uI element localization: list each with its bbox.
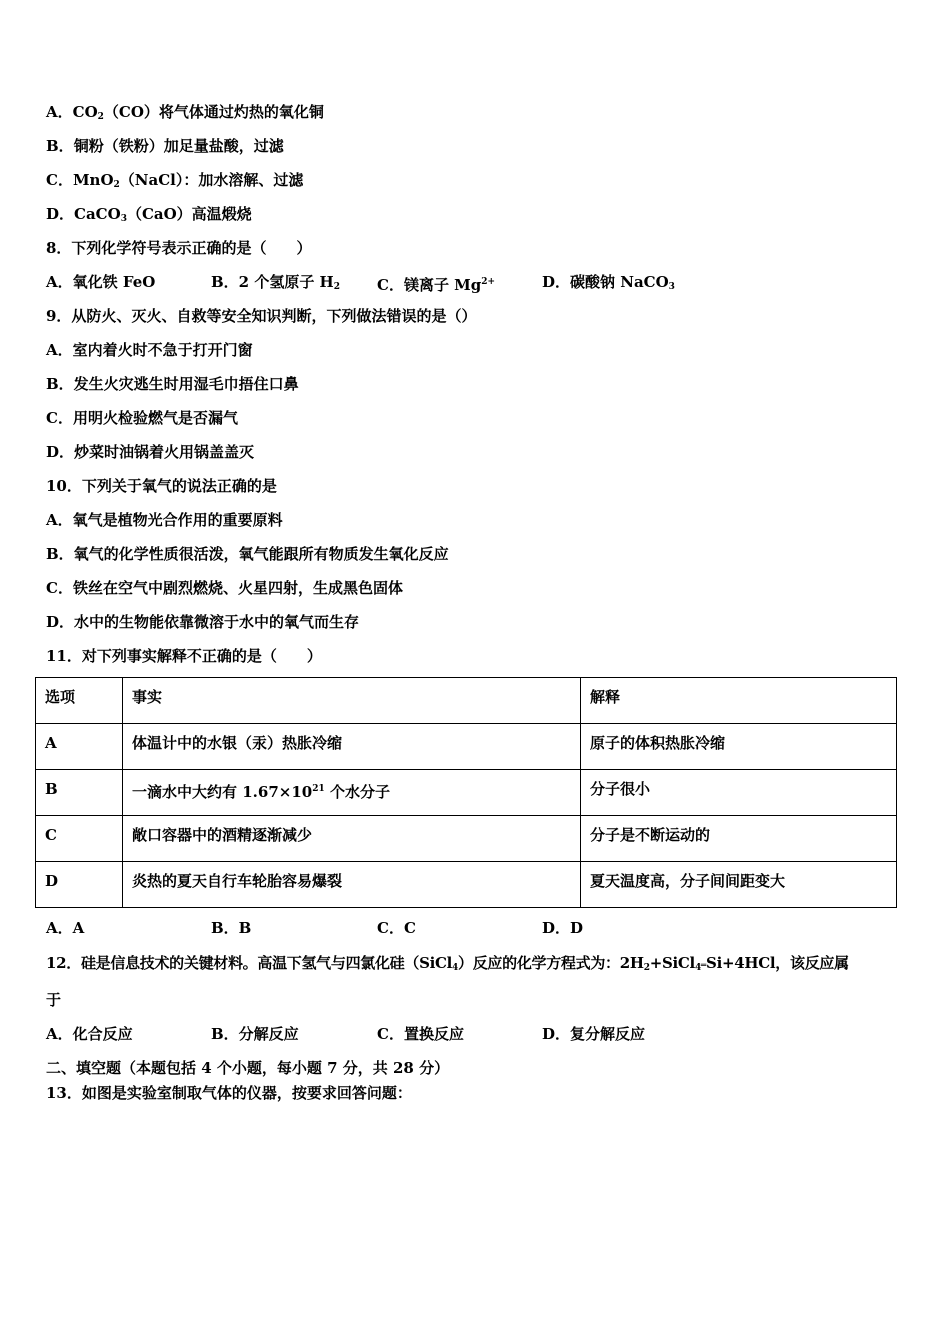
row-fact: 一滴水中大约有 $1.67\times 10^{21}$ 个水分子 <box>123 770 581 816</box>
table-row <box>36 816 897 862</box>
q13-stem: 13．如图是实验室制取气体的仪器，按要求回答问题： <box>46 1084 412 1102</box>
q10-option-a: A．氧气是植物光合作用的重要原料 <box>46 511 283 529</box>
q7-option-c: C．MnO$_2$（NaCl）：加水溶解、过滤 <box>46 171 304 190</box>
q11-option-b: B．B <box>211 919 252 937</box>
q12-options <box>46 1024 906 1044</box>
q9-option-c: C．用明火检验燃气是否漏气 <box>46 409 238 427</box>
q11-table <box>35 677 897 908</box>
row-explanation: 分子是不断运动的 <box>581 816 897 862</box>
q9-stem: 9．从防火、灭火、自救等安全知识判断，下列做法错误的是（） <box>46 307 477 325</box>
q7-option-d: D．CaCO$_3$（CaO）高温煅烧 <box>46 205 252 224</box>
row-option: A <box>36 724 123 770</box>
q9-option-d: D．炒菜时油锅着火用锅盖盖灭 <box>46 443 255 461</box>
table-header-row <box>36 678 897 724</box>
q9-option-b: B．发生火灾逃生时用湿毛巾捂住口鼻 <box>46 375 299 393</box>
row-explanation: 分子很小 <box>581 770 897 816</box>
row-explanation: 原子的体积热胀冷缩 <box>581 724 897 770</box>
row-fact: 炎热的夏天自行车轮胎容易爆裂 <box>123 862 581 908</box>
q12-option-d: D．复分解反应 <box>542 1025 646 1043</box>
q10-option-d: D．水中的生物能依靠微溶于水中的氧气而生存 <box>46 613 360 631</box>
row-option: D <box>36 862 123 908</box>
q11-option-d: D．D <box>542 919 584 937</box>
q8-stem: 8．下列化学符号表示正确的是（ ） <box>46 239 312 257</box>
q11-stem: 11．对下列事实解释不正确的是（ ） <box>46 647 322 665</box>
q7-option-a: A．$CO_2(CO)$将气体通过灼热的氧化铜 <box>46 103 324 122</box>
q12-stem-wrap: 于 <box>46 991 62 1009</box>
q10-option-b: B．氧气的化学性质很活泼，氧气能跟所有物质发生氧化反应 <box>46 545 449 563</box>
header-option: 选项 <box>36 678 123 724</box>
q11-option-c: C．C <box>377 919 416 937</box>
row-option: B <box>36 770 123 816</box>
row-fact: 体温计中的水银（汞）热胀冷缩 <box>123 724 581 770</box>
row-fact: 敞口容器中的酒精逐渐减少 <box>123 816 581 862</box>
q7-option-b: B．铜粉（铁粉）加足量盐酸，过滤 <box>46 137 284 155</box>
table-row <box>36 862 897 908</box>
q8-option-a: A．氧化铁 FeO <box>46 273 156 291</box>
q8-option-c: C．镁离子 $Mg^{2+}$ <box>377 276 496 294</box>
q12-option-b: B．分解反应 <box>211 1025 299 1043</box>
table-row <box>36 770 897 816</box>
q10-option-c: C．铁丝在空气中剧烈燃烧、火星四射，生成黑色固体 <box>46 579 403 597</box>
q8-options <box>46 272 906 292</box>
row-option: C <box>36 816 123 862</box>
header-explanation: 解释 <box>581 678 897 724</box>
q8-option-d: D．碳酸钠 NaCO$_3$ <box>542 273 675 292</box>
row-explanation: 夏天温度高，分子间间距变大 <box>581 862 897 908</box>
equation-sign: ═ <box>700 961 707 971</box>
q11-answer-options <box>46 918 906 938</box>
header-fact: 事实 <box>123 678 581 724</box>
section-heading: 二、填空题（本题包括 4 个小题，每小题 7 分，共 28 分） <box>46 1059 450 1077</box>
q9-option-a: A．室内着火时不急于打开门窗 <box>46 341 253 359</box>
q12-stem: 12．硅是信息技术的关键材料。高温下氢气与四氯化硅（SiCl$_4$）反应的化学方程式为：$2H_2+SiCl_4═Si+4HCl$，该反应属 <box>46 954 849 973</box>
q10-stem: 10．下列关于氧气的说法正确的是 <box>46 477 277 495</box>
table-row <box>36 724 897 770</box>
q11-option-a: A．A <box>46 919 85 937</box>
q8-option-b: B．2 个氢原子 $H_2$ <box>211 273 340 292</box>
q12-option-a: A．化合反应 <box>46 1025 133 1043</box>
q12-option-c: C．置换反应 <box>377 1025 464 1043</box>
